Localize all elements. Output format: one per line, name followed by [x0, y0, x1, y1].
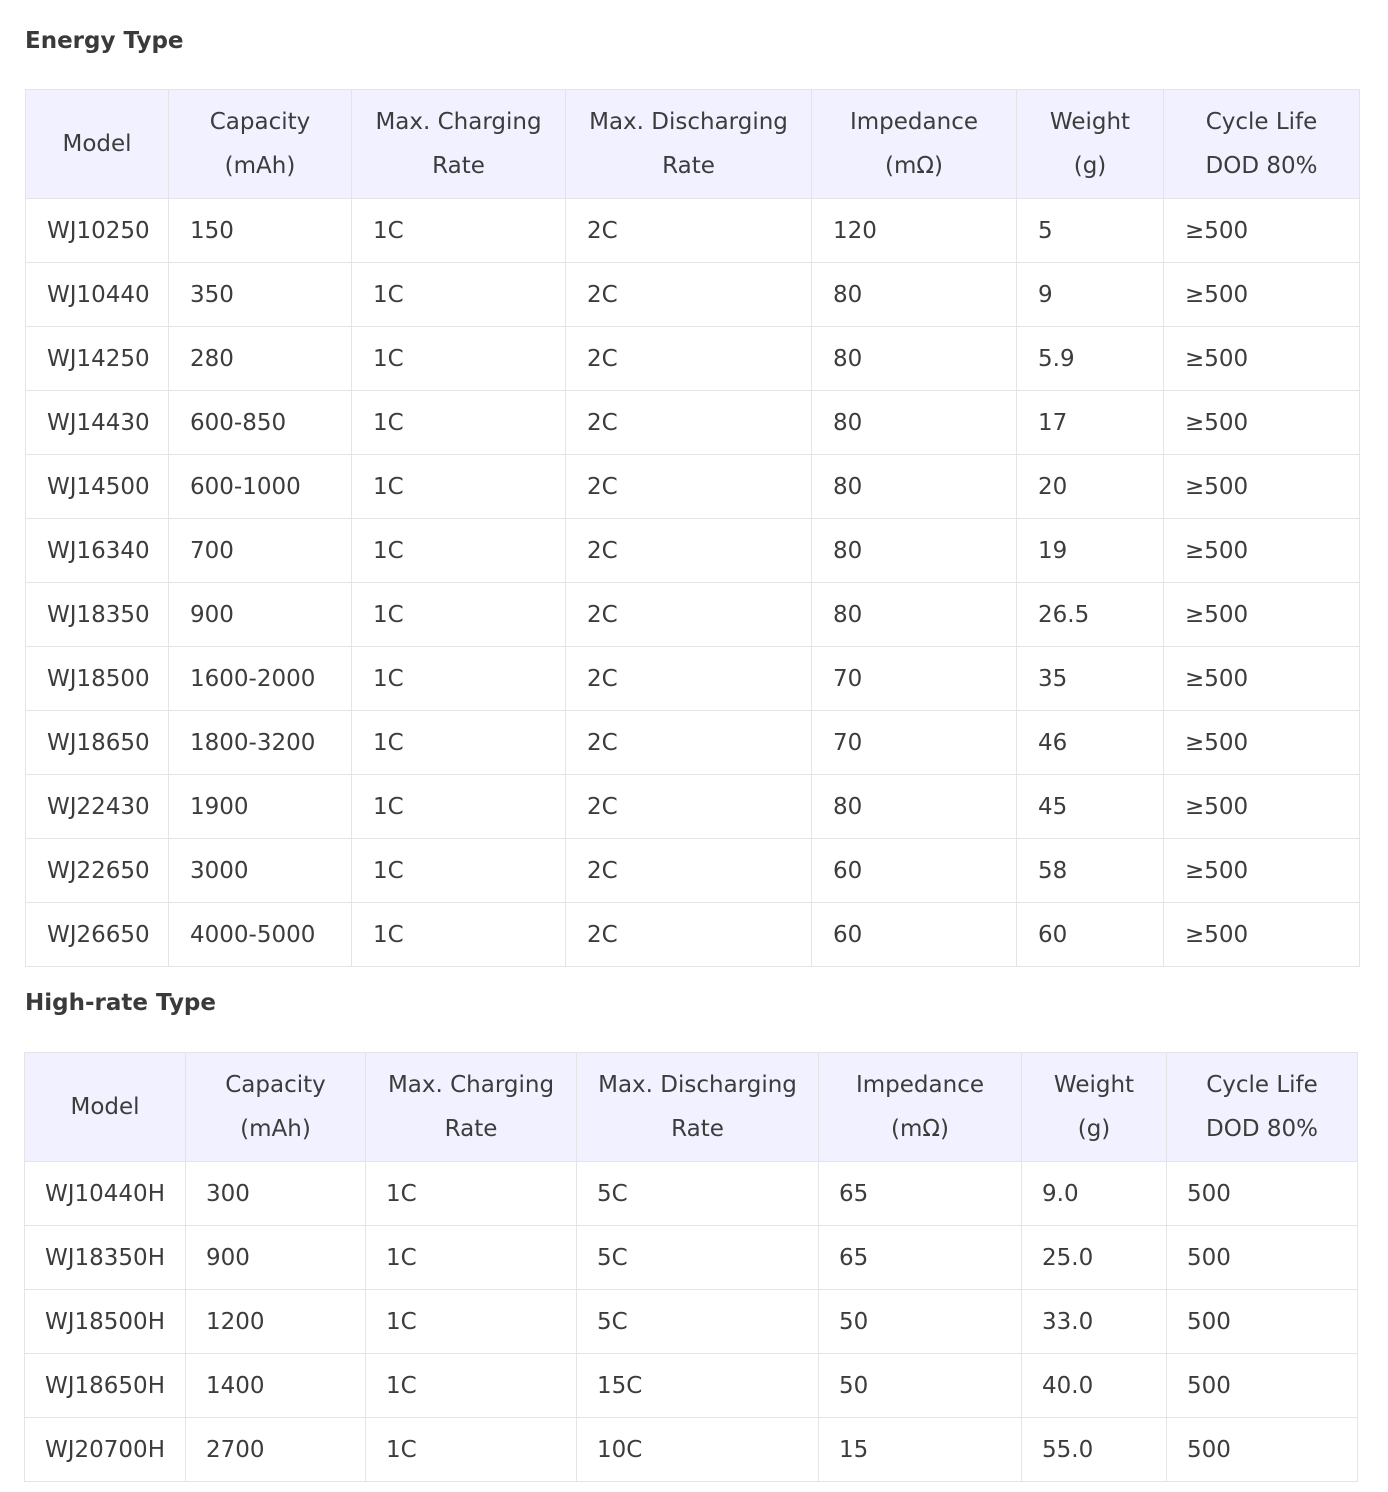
column-header-model: Model: [26, 90, 169, 199]
cell-cycle-life: ≥500: [1164, 199, 1360, 263]
cell-weight: 40.0: [1022, 1354, 1167, 1418]
cell-impedance: 80: [812, 519, 1017, 583]
column-header-cycle-life: Cycle Life DOD 80%: [1167, 1053, 1358, 1162]
cell-capacity: 1800-3200: [169, 711, 352, 775]
cell-model: WJ18500H: [25, 1290, 186, 1354]
cell-discharging-rate: 2C: [566, 583, 812, 647]
cell-model: WJ18350H: [25, 1226, 186, 1290]
cell-cycle-life: ≥500: [1164, 647, 1360, 711]
cell-model: WJ18350: [26, 583, 169, 647]
cell-impedance: 70: [812, 647, 1017, 711]
cell-capacity: 1200: [186, 1290, 366, 1354]
cell-capacity: 2700: [186, 1418, 366, 1482]
cell-weight: 45: [1017, 775, 1164, 839]
cell-weight: 26.5: [1017, 583, 1164, 647]
cell-model: WJ22650: [26, 839, 169, 903]
cell-cycle-life: ≥500: [1164, 391, 1360, 455]
table-row: [26, 647, 1360, 711]
cell-impedance: 80: [812, 775, 1017, 839]
cell-capacity: 700: [169, 519, 352, 583]
cell-cycle-life: 500: [1167, 1226, 1358, 1290]
cell-discharging-rate: 2C: [566, 903, 812, 967]
cell-cycle-life: ≥500: [1164, 839, 1360, 903]
cell-impedance: 65: [819, 1226, 1022, 1290]
table-header-row: [26, 90, 1360, 199]
column-header-impedance: Impedance (mΩ): [819, 1053, 1022, 1162]
cell-capacity: 600-850: [169, 391, 352, 455]
column-header-weight: Weight (g): [1022, 1053, 1167, 1162]
cell-cycle-life: ≥500: [1164, 711, 1360, 775]
cell-weight: 35: [1017, 647, 1164, 711]
cell-weight: 55.0: [1022, 1418, 1167, 1482]
high-rate-type-heading: High-rate Type: [25, 990, 216, 1016]
table-row: [26, 263, 1360, 327]
cell-cycle-life: ≥500: [1164, 455, 1360, 519]
cell-weight: 19: [1017, 519, 1164, 583]
cell-capacity: 3000: [169, 839, 352, 903]
cell-charging-rate: 1C: [366, 1354, 577, 1418]
cell-charging-rate: 1C: [352, 583, 566, 647]
column-header-model: Model: [25, 1053, 186, 1162]
table-row: [26, 519, 1360, 583]
cell-weight: 33.0: [1022, 1290, 1167, 1354]
cell-discharging-rate: 2C: [566, 391, 812, 455]
cell-discharging-rate: 2C: [566, 839, 812, 903]
cell-model: WJ10250: [26, 199, 169, 263]
table-row: [26, 455, 1360, 519]
cell-discharging-rate: 5C: [577, 1226, 819, 1290]
cell-charging-rate: 1C: [366, 1226, 577, 1290]
table-row: [26, 199, 1360, 263]
cell-model: WJ10440: [26, 263, 169, 327]
cell-capacity: 900: [186, 1226, 366, 1290]
cell-capacity: 150: [169, 199, 352, 263]
cell-cycle-life: 500: [1167, 1290, 1358, 1354]
cell-cycle-life: ≥500: [1164, 263, 1360, 327]
cell-weight: 46: [1017, 711, 1164, 775]
cell-model: WJ26650: [26, 903, 169, 967]
column-header-weight: Weight (g): [1017, 90, 1164, 199]
cell-impedance: 70: [812, 711, 1017, 775]
cell-impedance: 50: [819, 1354, 1022, 1418]
cell-model: WJ10440H: [25, 1162, 186, 1226]
table-row: [26, 839, 1360, 903]
cell-charging-rate: 1C: [352, 391, 566, 455]
cell-charging-rate: 1C: [352, 327, 566, 391]
cell-charging-rate: 1C: [366, 1162, 577, 1226]
table-row: [26, 775, 1360, 839]
cell-capacity: 900: [169, 583, 352, 647]
cell-impedance: 120: [812, 199, 1017, 263]
cell-impedance: 80: [812, 583, 1017, 647]
cell-discharging-rate: 10C: [577, 1418, 819, 1482]
cell-model: WJ14250: [26, 327, 169, 391]
energy-type-heading: Energy Type: [25, 28, 184, 54]
column-header-impedance: Impedance (mΩ): [812, 90, 1017, 199]
cell-discharging-rate: 2C: [566, 263, 812, 327]
cell-model: WJ20700H: [25, 1418, 186, 1482]
cell-impedance: 60: [812, 839, 1017, 903]
cell-discharging-rate: 2C: [566, 775, 812, 839]
table-row: [26, 391, 1360, 455]
cell-cycle-life: 500: [1167, 1418, 1358, 1482]
cell-impedance: 15: [819, 1418, 1022, 1482]
cell-discharging-rate: 2C: [566, 519, 812, 583]
cell-discharging-rate: 2C: [566, 199, 812, 263]
cell-capacity: 280: [169, 327, 352, 391]
table-header-row: [25, 1053, 1358, 1162]
cell-weight: 20: [1017, 455, 1164, 519]
cell-model: WJ14430: [26, 391, 169, 455]
cell-discharging-rate: 2C: [566, 327, 812, 391]
cell-charging-rate: 1C: [352, 263, 566, 327]
cell-charging-rate: 1C: [366, 1290, 577, 1354]
column-header-max-discharging-rate: Max. Discharging Rate: [566, 90, 812, 199]
cell-capacity: 4000-5000: [169, 903, 352, 967]
cell-discharging-rate: 2C: [566, 455, 812, 519]
cell-charging-rate: 1C: [352, 199, 566, 263]
high-rate-type-table: [24, 1052, 1358, 1482]
cell-weight: 17: [1017, 391, 1164, 455]
table-row: [26, 327, 1360, 391]
cell-charging-rate: 1C: [366, 1418, 577, 1482]
cell-weight: 5.9: [1017, 327, 1164, 391]
cell-impedance: 65: [819, 1162, 1022, 1226]
cell-charging-rate: 1C: [352, 519, 566, 583]
cell-model: WJ14500: [26, 455, 169, 519]
column-header-cycle-life: Cycle Life DOD 80%: [1164, 90, 1360, 199]
cell-capacity: 1600-2000: [169, 647, 352, 711]
cell-cycle-life: ≥500: [1164, 903, 1360, 967]
cell-impedance: 80: [812, 263, 1017, 327]
cell-charging-rate: 1C: [352, 839, 566, 903]
column-header-max-discharging-rate: Max. Discharging Rate: [577, 1053, 819, 1162]
cell-impedance: 80: [812, 455, 1017, 519]
cell-capacity: 1400: [186, 1354, 366, 1418]
table-row: [26, 583, 1360, 647]
cell-capacity: 1900: [169, 775, 352, 839]
cell-weight: 9: [1017, 263, 1164, 327]
table-row: [25, 1290, 1358, 1354]
cell-cycle-life: ≥500: [1164, 519, 1360, 583]
cell-model: WJ16340: [26, 519, 169, 583]
cell-model: WJ22430: [26, 775, 169, 839]
table-row: [26, 903, 1360, 967]
cell-discharging-rate: 5C: [577, 1162, 819, 1226]
cell-weight: 9.0: [1022, 1162, 1167, 1226]
cell-cycle-life: 500: [1167, 1354, 1358, 1418]
cell-impedance: 80: [812, 391, 1017, 455]
column-header-max-charging-rate: Max. Charging Rate: [366, 1053, 577, 1162]
table-row: [25, 1418, 1358, 1482]
column-header-capacity: Capacity (mAh): [169, 90, 352, 199]
cell-capacity: 600-1000: [169, 455, 352, 519]
cell-charging-rate: 1C: [352, 455, 566, 519]
cell-model: WJ18650H: [25, 1354, 186, 1418]
energy-type-table: [25, 89, 1360, 967]
cell-discharging-rate: 2C: [566, 647, 812, 711]
cell-capacity: 350: [169, 263, 352, 327]
cell-weight: 5: [1017, 199, 1164, 263]
table-row: [26, 711, 1360, 775]
cell-discharging-rate: 2C: [566, 711, 812, 775]
cell-impedance: 50: [819, 1290, 1022, 1354]
column-header-max-charging-rate: Max. Charging Rate: [352, 90, 566, 199]
cell-weight: 60: [1017, 903, 1164, 967]
cell-cycle-life: ≥500: [1164, 775, 1360, 839]
table-row: [25, 1162, 1358, 1226]
table-row: [25, 1354, 1358, 1418]
cell-model: WJ18500: [26, 647, 169, 711]
column-header-capacity: Capacity (mAh): [186, 1053, 366, 1162]
cell-cycle-life: ≥500: [1164, 583, 1360, 647]
cell-charging-rate: 1C: [352, 903, 566, 967]
cell-discharging-rate: 5C: [577, 1290, 819, 1354]
cell-model: WJ18650: [26, 711, 169, 775]
cell-charging-rate: 1C: [352, 711, 566, 775]
cell-cycle-life: ≥500: [1164, 327, 1360, 391]
cell-weight: 58: [1017, 839, 1164, 903]
cell-impedance: 60: [812, 903, 1017, 967]
table-row: [25, 1226, 1358, 1290]
cell-charging-rate: 1C: [352, 647, 566, 711]
cell-cycle-life: 500: [1167, 1162, 1358, 1226]
cell-capacity: 300: [186, 1162, 366, 1226]
cell-charging-rate: 1C: [352, 775, 566, 839]
cell-weight: 25.0: [1022, 1226, 1167, 1290]
cell-discharging-rate: 15C: [577, 1354, 819, 1418]
cell-impedance: 80: [812, 327, 1017, 391]
